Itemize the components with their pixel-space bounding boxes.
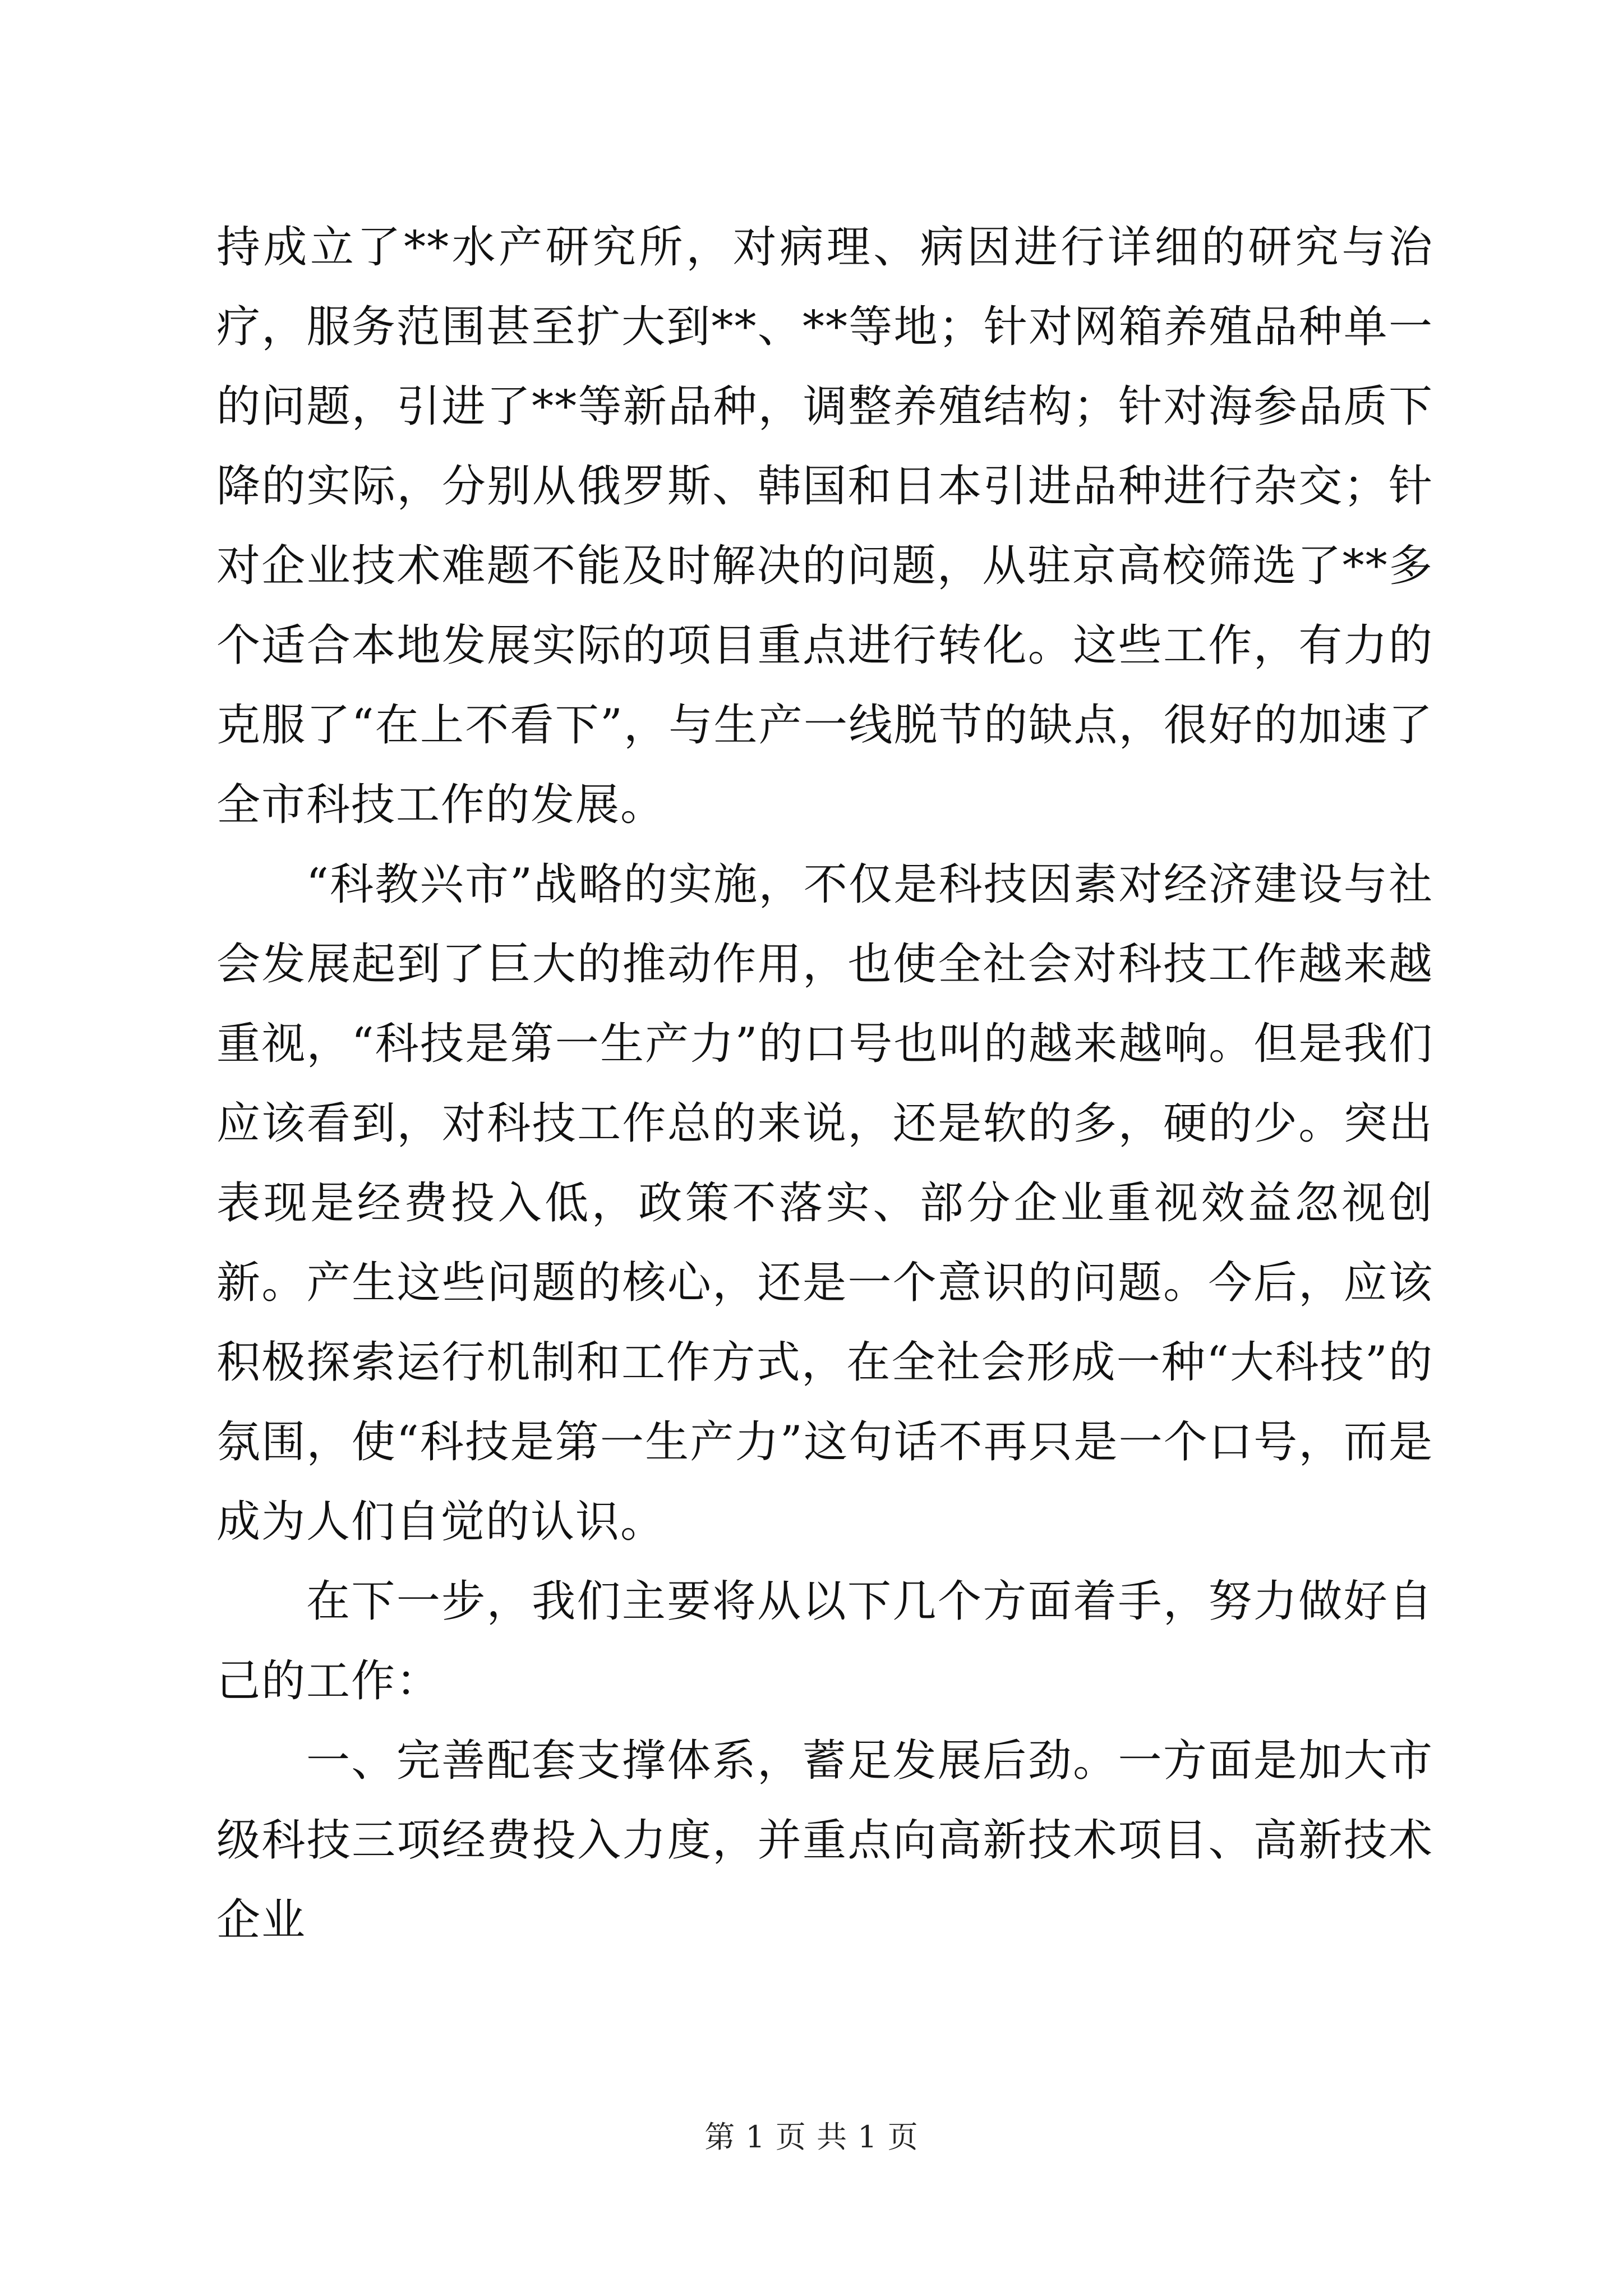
document-body	[216, 208, 1433, 1960]
page-footer: 第 1 页 共 1 页	[704, 2119, 919, 2155]
paragraph-strategy: “科教兴市”战略的实施，不仅是科技因素对经济建设与社会发展起到了巨大的推动作用，也使全社会对科技工作越来越重视，“科技是第一生产力”的口号也叫的越来越响。但是我们应该看到，对科技工作总的来说，还是软的多，硬的少。突出表现是经费投入低，政策不落实、部分企业重视效益忽视创新。产生这些问题的核心，还是一个意识的问题。今后，应该积极探索运行机制和工作方式，在全社会形成一种“大科技”的氛围，使“科技是第一生产力”这句话不再只是一个口号，而是成为人们自觉的认识。	[216, 859, 1433, 1547]
paragraph-point-one: 一、完善配套支撑体系，蓄足发展后劲。一方面是加大市级科技三项经费投入力度，并重点向高新技术项目、高新技术企业	[216, 1736, 1433, 1945]
paragraph-continuation: 持成立了**水产研究所，对病理、病因进行详细的研究与治疗，服务范围甚至扩大到**、**等地；针对网箱养殖品种单一的问题，引进了**等新品种，调整养殖结构；针对海参品质下降的实际，分别从俄罗斯、韩国和日本引进品种进行杂交；针对企业技术难题不能及时解决的问题，从驻京高校筛选了**多个适合本地发展实际的项目重点进行转化。这些工作，有力的克服了“在上不看下”，与生产一线脱节的缺点，很好的加速了全市科技工作的发展。	[216, 222, 1433, 830]
paragraph-next-steps: 在下一步，我们主要将从以下几个方面着手，努力做好自己的工作：	[216, 1576, 1433, 1706]
